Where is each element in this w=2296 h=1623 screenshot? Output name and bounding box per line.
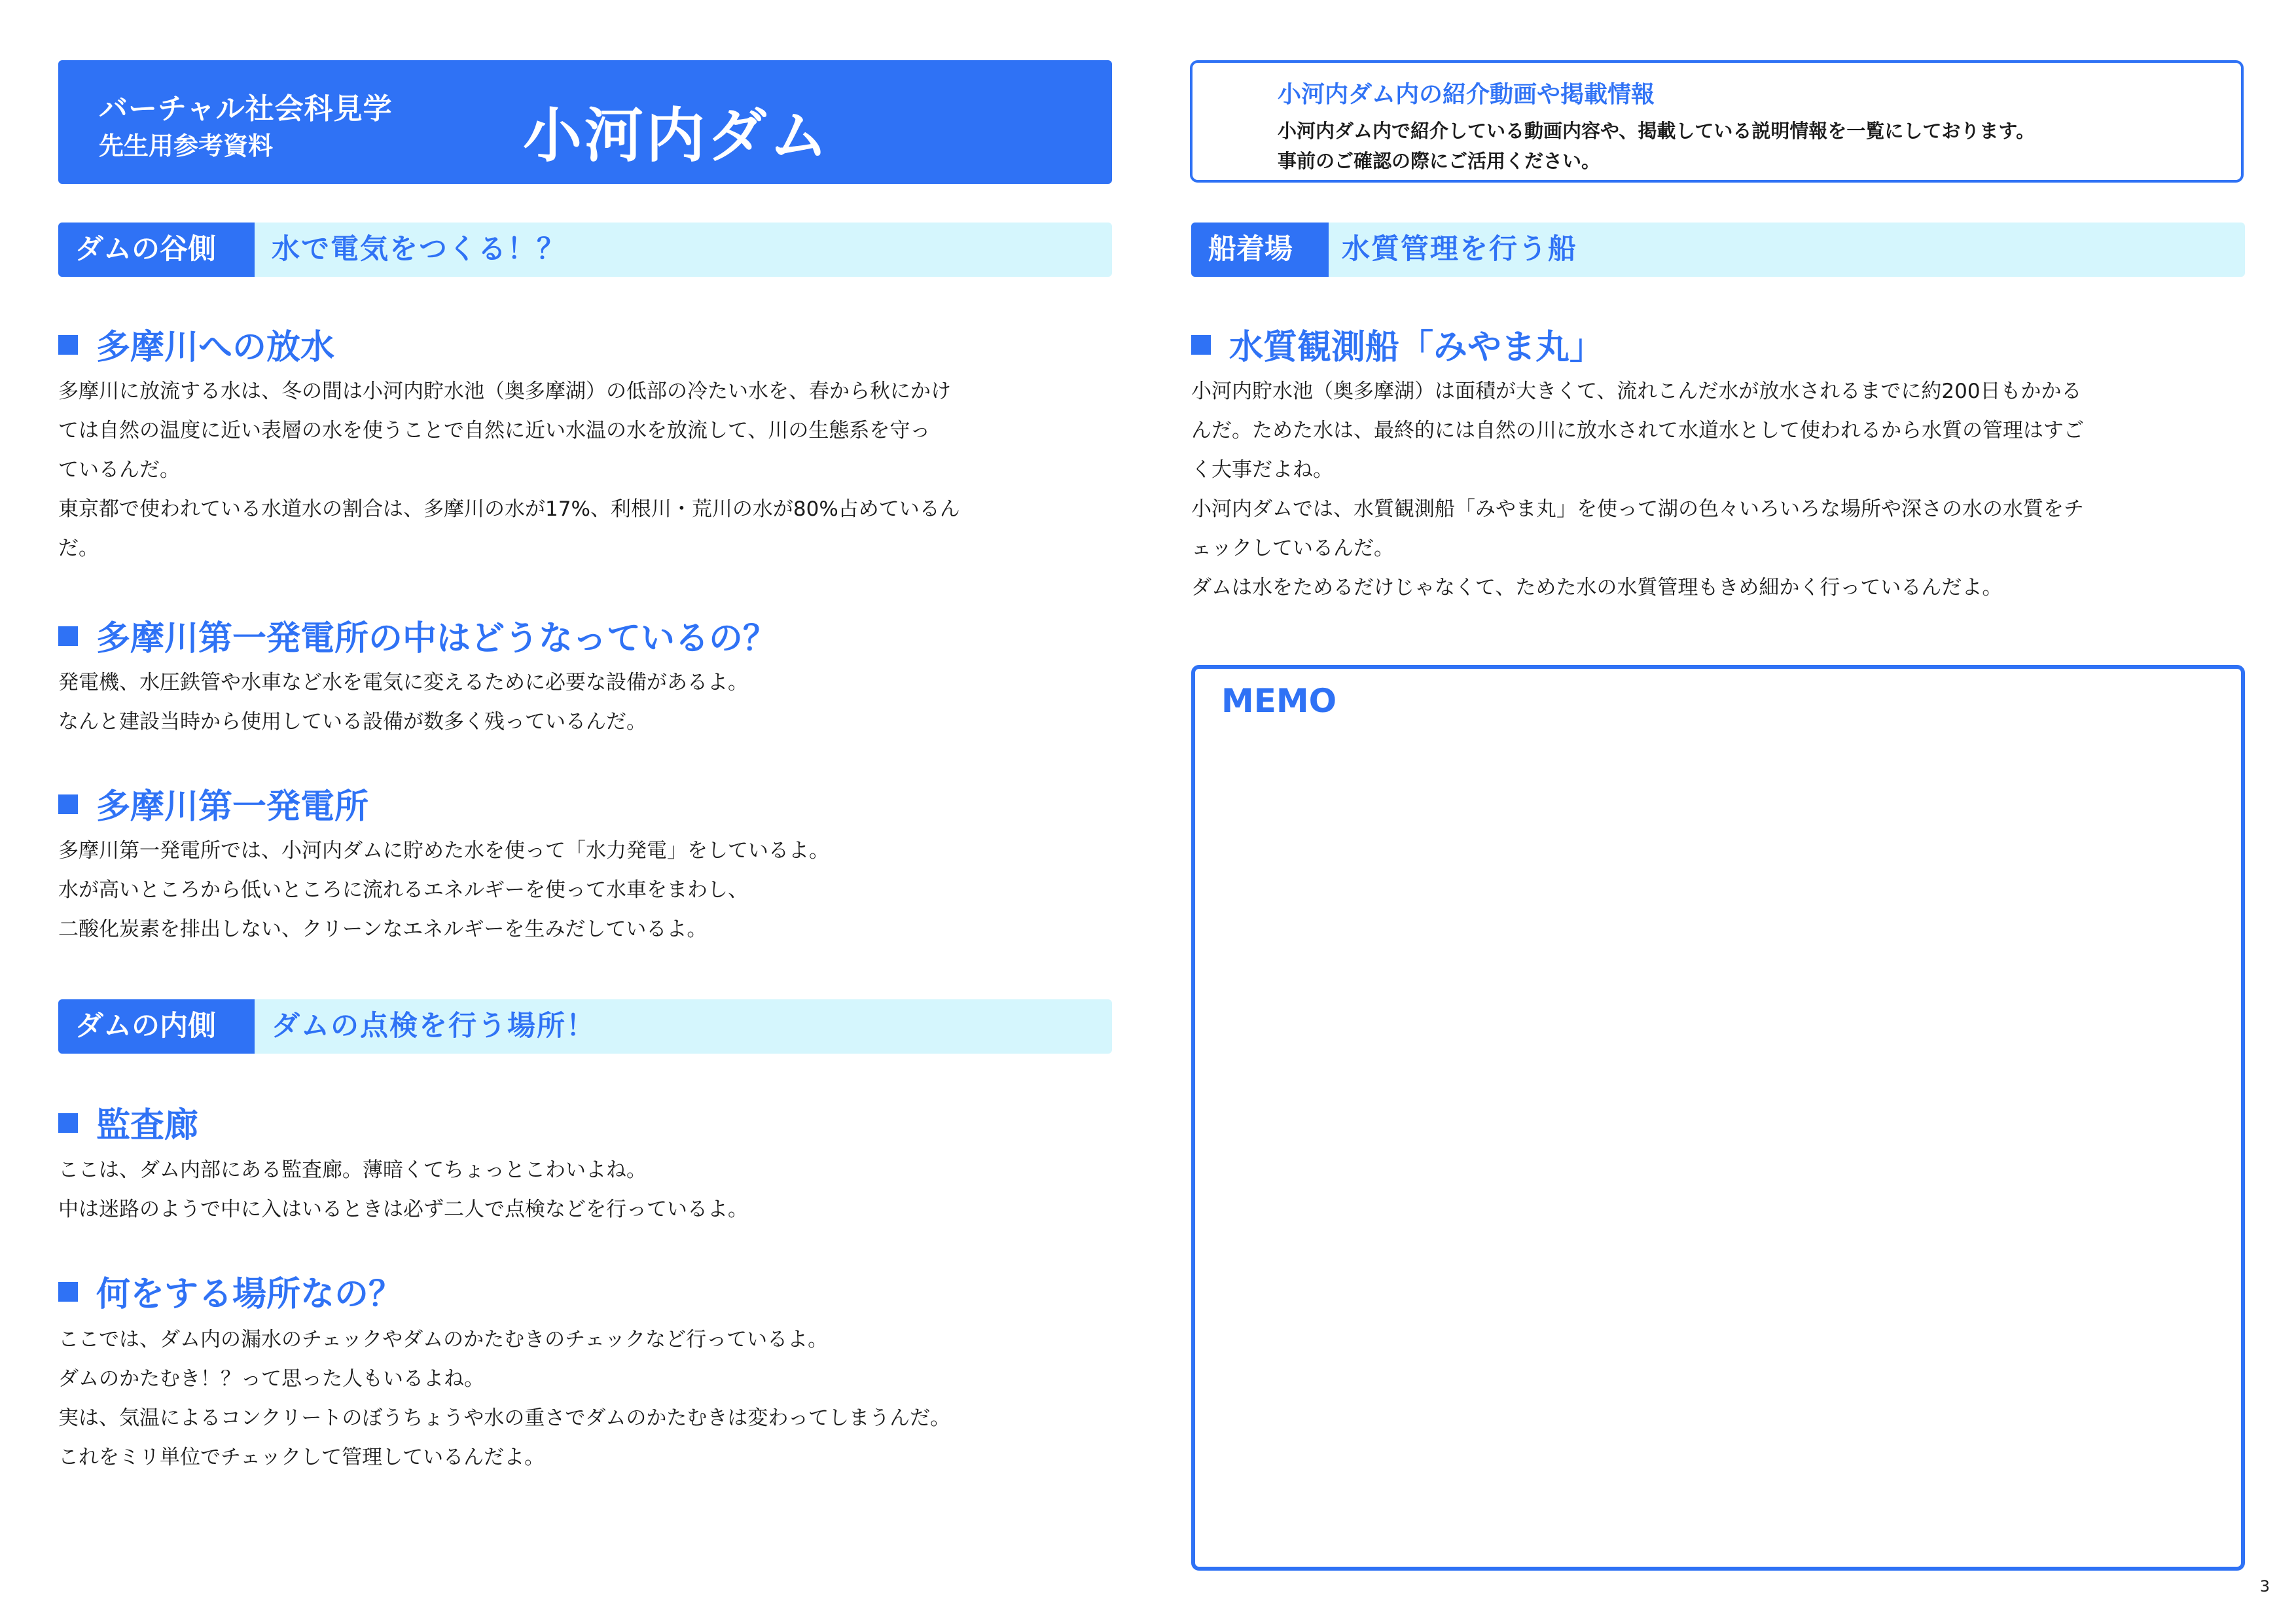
document-header — [58, 60, 1112, 184]
page-number: 3 — [2259, 1577, 2270, 1596]
section-tag: ダムの内側 — [58, 999, 255, 1054]
square-bullet-icon — [58, 335, 78, 355]
info-box-line: 事前のご確認の際にご活用ください。 — [1278, 150, 1601, 172]
header-subtitle-line2: 先生用参考資料 — [99, 132, 274, 160]
section-bar-dam-valley-side — [58, 223, 1112, 277]
square-bullet-icon — [58, 794, 78, 814]
topic-heading: 水質観測船「みやま丸」 — [1191, 319, 1604, 368]
square-bullet-icon — [58, 1282, 78, 1302]
topic-body: ここでは、ダム内の漏水のチェックやダムのかたむきのチェックなど行っているよ。 ダムのかたむき！？って思った人もいるよね。 実は、気温によるコンクリートのぼうちょうや水の重さでダムのかたむきは変わってしまうんだ。 これをミリ単位でチェックして管理しているんだよ。 — [58, 1328, 951, 1469]
info-box — [1190, 60, 2244, 183]
section-title: ダムの点検を行う場所！ — [272, 1010, 596, 1043]
topic-body: ここは、ダム内部にある監査廊。薄暗くてちょっとこわいよね。 中は迷路のようで中に入はいるときは必ず二人で点検などを行っているよ。 — [58, 1158, 748, 1221]
info-box-line: 小河内ダム内で紹介している動画内容や、掲載している説明情報を一覧にしております。 — [1278, 120, 2036, 142]
topic-heading: 何をする場所なの？ — [58, 1266, 403, 1315]
section-bar-dam-inner-side — [58, 999, 1112, 1054]
topic-body: 多摩川に放流する水は、冬の間は小河内貯水池（奥多摩湖）の低部の冷たい水を、春から秋にかけ ては自然の温度に近い表層の水を使うことで自然に近い水温の水を放流して、川の生態系を守っ ているんだ。 東京都で使われている水道水の割合は、多摩川の水が17%、利根川・荒川の水が80%占めているん だ。 — [58, 380, 960, 560]
square-bullet-icon — [1191, 335, 1211, 355]
document-title: 小河内ダム — [523, 101, 831, 170]
section-title: 水で電気をつくる！？ — [272, 233, 566, 266]
section-bar-boat-dock — [1191, 223, 2245, 277]
square-bullet-icon — [58, 1113, 78, 1133]
topic-heading: 監査廊 — [58, 1097, 198, 1147]
header-subtitle-line1: バーチャル社会科見学 — [99, 92, 393, 126]
topic-heading: 多摩川第一発電所 — [58, 779, 368, 828]
topic-heading: 多摩川第一発電所の中はどうなっているの？ — [58, 611, 777, 660]
memo-label: MEMO — [1221, 682, 1337, 720]
square-bullet-icon — [58, 626, 78, 646]
section-tag: 船着場 — [1191, 223, 1329, 277]
topic-heading: 多摩川への放水 — [58, 319, 334, 368]
section-title: 水質管理を行う船 — [1342, 233, 1577, 266]
topic-body: 小河内貯水池（奥多摩湖）は面積が大きくて、流れこんだ水が放水されるまでに約200日もかかる んだ。ためた水は、最終的には自然の川に放水されて水道水として使われるから水質の管理はすご く大事だよね。 小河内ダムでは、水質観測船「みやま丸」を使って湖の色々いろいろな場所や深さの水の水質をチ ェックしているんだ。 ダムは水をためるだけじゃなくて、ためた水の水質管理もきめ細かく行っているんだよ。 — [1191, 380, 2084, 599]
info-box-title: 小河内ダム内の紹介動画や掲載情報 — [1278, 81, 1655, 108]
topic-body: 多摩川第一発電所では、小河内ダムに貯めた水を使って「水力発電」をしているよ。 水が高いところから低いところに流れるエネルギーを使って水車をまわし、 二酸化炭素を排出しない、クリーンなエネルギーを生みだしているよ。 — [58, 839, 829, 941]
topic-body: 発電機、水圧鉄管や水車など水を電気に変えるために必要な設備があるよ。 なんと建設当時から使用している設備が数多く残っているんだ。 — [58, 671, 748, 734]
memo-box[interactable] — [1191, 665, 2245, 1571]
section-tag: ダムの谷側 — [58, 223, 255, 277]
